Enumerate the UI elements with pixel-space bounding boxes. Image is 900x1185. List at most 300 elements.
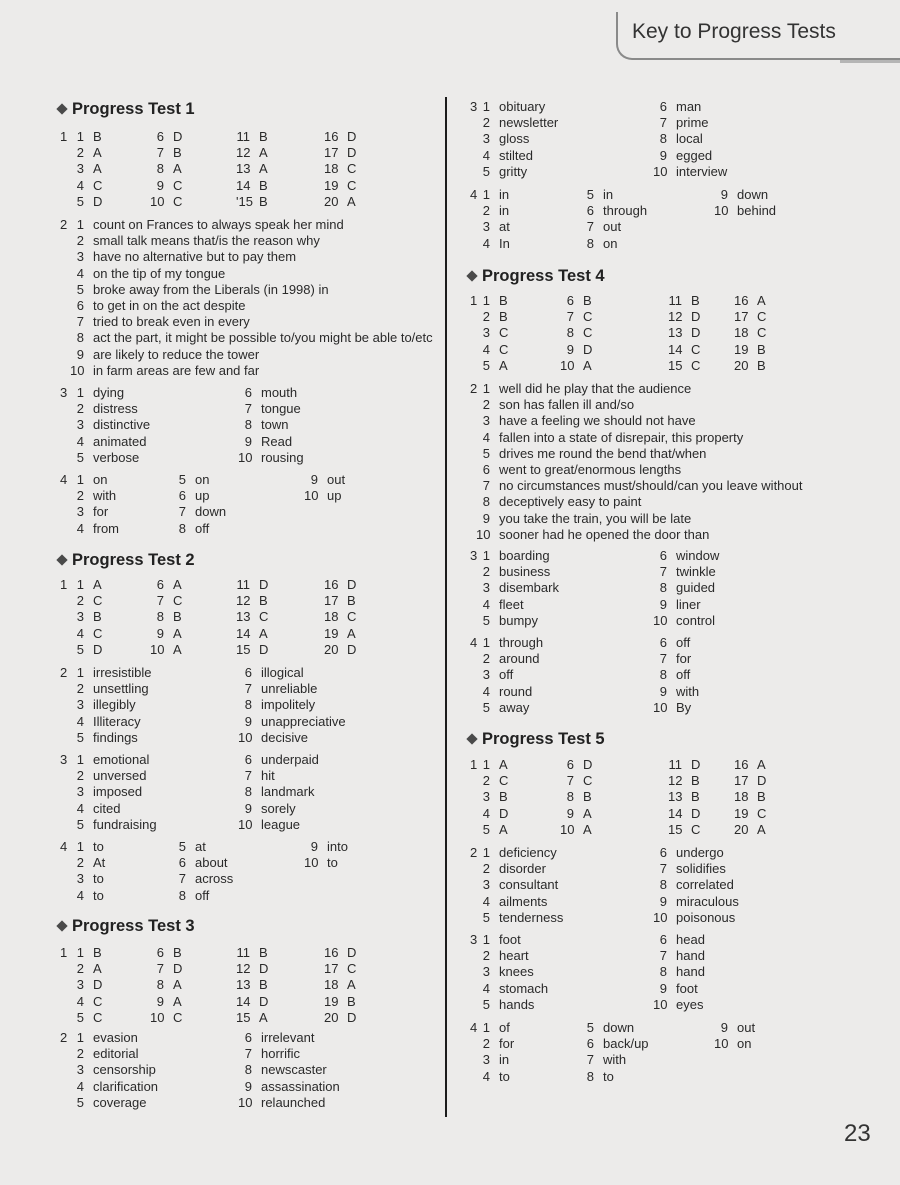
item-number: 2 xyxy=(76,1046,84,1062)
answer-item xyxy=(238,1046,300,1062)
item-number: 10 xyxy=(653,163,668,179)
question-number: 2 xyxy=(60,665,68,680)
answer-item xyxy=(238,434,292,450)
answer-item xyxy=(172,888,209,904)
question-number: 4 xyxy=(470,635,478,650)
item-number: 20 xyxy=(324,641,339,657)
answer-item xyxy=(172,839,206,855)
answer-item xyxy=(236,577,268,593)
answer-item xyxy=(70,363,259,379)
item-number: 10 xyxy=(653,612,668,628)
item-answer: D xyxy=(347,1009,357,1025)
item-answer: off xyxy=(676,667,691,683)
item-answer: down xyxy=(737,187,769,202)
item-answer: B xyxy=(499,293,508,308)
answer-item xyxy=(70,1095,146,1111)
item-answer: broke away from the Liberals (in 1998) in xyxy=(93,281,329,297)
item-number: 9 xyxy=(244,1078,252,1094)
answer-item xyxy=(70,577,102,593)
item-number: 2 xyxy=(76,401,84,417)
item-answer: tried to break even in every xyxy=(93,314,250,330)
item-number: 14 xyxy=(668,805,683,821)
question-number: 4 xyxy=(60,472,68,487)
item-number: 3 xyxy=(76,1062,84,1078)
diamond-bullet-icon xyxy=(56,554,67,565)
answer-item xyxy=(70,472,107,488)
answer-item xyxy=(580,236,617,252)
answer-item xyxy=(238,1030,314,1046)
answer-item xyxy=(580,219,621,235)
answer-item xyxy=(236,977,268,993)
item-answer: sooner had he opened the door than xyxy=(499,526,710,542)
item-number: 6 xyxy=(156,129,164,144)
item-answer: landmark xyxy=(261,784,315,800)
item-number: 4 xyxy=(482,341,490,357)
answer-item xyxy=(714,203,776,219)
answer-item xyxy=(238,450,304,466)
item-answer: correlated xyxy=(676,877,734,893)
answer-item xyxy=(70,752,149,768)
answer-item xyxy=(238,401,301,417)
item-answer: obituary xyxy=(499,99,546,114)
item-answer: C xyxy=(583,309,593,325)
item-number: 6 xyxy=(659,99,667,114)
question-number: 3 xyxy=(470,99,478,114)
item-answer: Illiteracy xyxy=(93,713,141,729)
item-answer: D xyxy=(757,773,767,789)
item-number: 1 xyxy=(76,665,84,680)
item-number: 3 xyxy=(76,417,84,433)
item-number: 18 xyxy=(324,161,339,177)
answer-item xyxy=(324,577,356,593)
answer-item xyxy=(70,961,102,977)
answer-item xyxy=(70,1030,138,1046)
question-number: 3 xyxy=(470,548,478,563)
item-answer: B xyxy=(691,789,700,805)
item-number: 13 xyxy=(668,789,683,805)
answer-item xyxy=(70,385,124,401)
item-answer: to xyxy=(499,1068,510,1084)
item-answer: censorship xyxy=(93,1062,156,1078)
item-number: 10 xyxy=(560,821,575,837)
test-title-text: Progress Test 2 xyxy=(72,551,195,569)
answer-item xyxy=(70,1062,156,1078)
answer-item xyxy=(238,752,319,768)
answer-item xyxy=(476,293,508,309)
item-number: 1 xyxy=(76,1030,84,1045)
item-answer: C xyxy=(347,177,357,193)
answer-item xyxy=(653,684,699,700)
answer-item xyxy=(476,1020,510,1036)
answer-item xyxy=(476,397,634,413)
item-answer: no circumstances must/should/can you leave without xyxy=(499,478,803,494)
item-answer: hit xyxy=(261,768,275,784)
item-number: 1 xyxy=(482,635,490,650)
item-answer: you take the train, you will be late xyxy=(499,510,692,526)
item-number: 15 xyxy=(236,641,251,657)
answer-item xyxy=(653,932,705,948)
answer-item xyxy=(70,161,102,177)
item-answer: C xyxy=(347,961,357,977)
answer-item xyxy=(653,99,701,115)
item-number: 19 xyxy=(734,805,749,821)
item-number: 7 xyxy=(178,871,186,887)
answer-item xyxy=(70,217,344,233)
item-answer: A xyxy=(347,977,356,993)
item-answer: B xyxy=(93,129,102,144)
answer-item xyxy=(70,994,102,1010)
item-answer: through xyxy=(603,203,648,219)
item-number: 5 xyxy=(482,445,490,461)
diamond-bullet-icon xyxy=(56,920,67,931)
item-number: 8 xyxy=(586,1068,594,1084)
answer-item xyxy=(238,768,275,784)
item-answer: emotional xyxy=(93,752,150,767)
answer-item xyxy=(734,358,766,374)
item-answer: off xyxy=(676,635,691,650)
item-number: 4 xyxy=(76,265,84,281)
item-number: 17 xyxy=(734,773,749,789)
test-title-text: Progress Test 3 xyxy=(72,917,195,935)
item-number: 7 xyxy=(156,961,164,977)
answer-item xyxy=(560,309,592,325)
answer-item xyxy=(150,593,182,609)
item-answer: A xyxy=(173,977,182,993)
answer-item xyxy=(70,697,136,713)
item-number: 8 xyxy=(566,325,574,341)
item-answer: editorial xyxy=(93,1046,139,1062)
answer-item xyxy=(476,932,521,948)
item-answer: D xyxy=(691,325,701,341)
item-answer: on xyxy=(603,235,618,251)
answer-item xyxy=(668,789,700,805)
item-answer: D xyxy=(691,805,701,821)
answer-item xyxy=(150,626,182,642)
item-answer: about xyxy=(195,855,228,871)
item-answer: head xyxy=(676,932,705,947)
item-number: 1 xyxy=(76,217,84,232)
answer-item xyxy=(580,1020,634,1036)
item-number: 6 xyxy=(482,462,490,477)
item-answer: to xyxy=(93,887,104,903)
item-number: 19 xyxy=(324,625,339,641)
item-answer: mouth xyxy=(261,385,298,400)
item-number: 2 xyxy=(482,773,490,789)
item-number: 17 xyxy=(324,961,339,977)
item-answer: C xyxy=(347,161,357,177)
answer-item xyxy=(653,613,715,629)
item-answer: tenderness xyxy=(499,909,564,925)
item-number: 9 xyxy=(156,625,164,641)
item-number: 17 xyxy=(324,593,339,609)
item-answer: out xyxy=(327,472,346,487)
answer-item xyxy=(560,342,592,358)
item-answer: A xyxy=(259,145,268,161)
item-answer: A xyxy=(757,821,766,837)
item-number: 2 xyxy=(482,115,490,131)
item-number: 10 xyxy=(70,362,85,378)
item-answer: to xyxy=(93,839,104,854)
answer-item xyxy=(172,488,209,504)
answer-item xyxy=(70,314,250,330)
item-answer: D xyxy=(259,641,269,657)
item-number: 10 xyxy=(560,357,575,373)
item-number: 7 xyxy=(659,651,667,667)
answer-item xyxy=(580,1052,626,1068)
item-answer: D xyxy=(347,945,357,960)
item-answer: B xyxy=(583,789,592,805)
item-answer: deceptively easy to paint xyxy=(499,494,642,510)
item-number: 4 xyxy=(482,980,490,996)
item-answer: in xyxy=(499,1052,510,1068)
item-number: 11 xyxy=(236,129,250,144)
answer-item xyxy=(476,115,558,131)
item-answer: league xyxy=(261,816,301,832)
item-number: 10 xyxy=(653,699,668,715)
item-number: 10 xyxy=(238,729,253,745)
item-answer: son has fallen ill and/so xyxy=(499,397,635,413)
item-number: 15 xyxy=(668,821,683,837)
test-title-text: Progress Test 1 xyxy=(72,100,195,118)
item-number: 3 xyxy=(76,609,84,625)
item-number: 1 xyxy=(76,472,84,487)
answer-item xyxy=(236,945,268,961)
answer-item xyxy=(653,164,727,180)
item-number: 18 xyxy=(324,977,339,993)
item-answer: up xyxy=(327,488,342,504)
item-answer: irrelevant xyxy=(261,1030,315,1045)
item-number: 3 xyxy=(76,161,84,177)
item-number: 6 xyxy=(659,548,667,563)
answer-item xyxy=(70,665,152,681)
item-answer: unreliable xyxy=(261,681,318,697)
answer-item xyxy=(560,325,592,341)
answer-item xyxy=(172,472,209,488)
item-answer: at xyxy=(499,219,510,235)
question-number: 1 xyxy=(470,293,478,308)
answer-item xyxy=(580,203,647,219)
answer-item xyxy=(70,266,225,282)
item-number: 1 xyxy=(482,187,490,202)
answer-item xyxy=(476,564,550,580)
answer-item xyxy=(324,642,356,658)
answer-item xyxy=(236,642,268,658)
item-answer: C xyxy=(93,593,103,609)
item-answer: C xyxy=(691,821,701,837)
answer-item xyxy=(70,434,146,450)
test-title xyxy=(466,729,605,749)
item-answer: coverage xyxy=(93,1094,147,1110)
item-answer: gritty xyxy=(499,163,528,179)
item-answer: through xyxy=(499,635,544,650)
item-number: 1 xyxy=(76,945,84,960)
answer-item xyxy=(70,194,102,210)
item-number: 3 xyxy=(482,667,490,683)
item-number: 16 xyxy=(324,945,339,960)
question-number: 3 xyxy=(60,752,68,767)
answer-item xyxy=(70,417,150,433)
item-answer: D xyxy=(691,757,701,772)
item-number: 5 xyxy=(482,821,490,837)
item-number: 5 xyxy=(76,641,84,657)
item-number: 5 xyxy=(482,909,490,925)
item-answer: D xyxy=(347,577,357,592)
answer-item xyxy=(70,839,104,855)
answer-item xyxy=(653,564,716,580)
item-number: 5 xyxy=(76,816,84,832)
answer-item xyxy=(476,667,513,683)
item-number: 14 xyxy=(236,177,251,193)
answer-item xyxy=(476,635,543,651)
item-answer: C xyxy=(173,1009,183,1025)
answer-item xyxy=(70,1046,139,1062)
answer-item xyxy=(653,861,726,877)
item-number: 10 xyxy=(304,855,319,871)
item-answer: at xyxy=(195,839,206,854)
answer-item xyxy=(150,945,182,961)
item-number: 7 xyxy=(482,478,490,494)
item-number: 5 xyxy=(178,472,186,487)
item-number: 8 xyxy=(178,887,186,903)
item-number: 4 xyxy=(76,993,84,1009)
item-number: 9 xyxy=(659,980,667,996)
item-number: 4 xyxy=(482,805,490,821)
item-number: 6 xyxy=(566,293,574,308)
item-number: 9 xyxy=(310,472,318,487)
item-answer: In xyxy=(499,235,510,251)
item-number: 3 xyxy=(482,131,490,147)
item-answer: miraculous xyxy=(676,893,739,909)
item-answer: count on Frances to always speak her mind xyxy=(93,217,344,232)
item-answer: distress xyxy=(93,401,138,417)
item-number: 8 xyxy=(659,964,667,980)
item-answer: C xyxy=(583,325,593,341)
item-number: 6 xyxy=(244,1030,252,1045)
item-answer: off xyxy=(195,520,210,536)
item-answer: C xyxy=(757,325,767,341)
answer-item xyxy=(653,948,705,964)
answer-item xyxy=(653,910,735,926)
item-answer: C xyxy=(173,593,183,609)
item-answer: C xyxy=(93,625,103,641)
item-answer: C xyxy=(259,609,269,625)
item-answer: away xyxy=(499,699,530,715)
answer-item xyxy=(150,577,182,593)
answer-item xyxy=(70,488,116,504)
answer-item xyxy=(476,148,533,164)
item-number: 6 xyxy=(76,298,84,313)
item-number: 2 xyxy=(76,961,84,977)
item-answer: down xyxy=(195,504,227,520)
answer-item xyxy=(734,342,766,358)
item-number: 4 xyxy=(76,520,84,536)
item-number: 10 xyxy=(653,909,668,925)
answer-item xyxy=(668,773,700,789)
answer-item xyxy=(580,187,613,203)
item-answer: D xyxy=(691,309,701,325)
question-number: 2 xyxy=(470,845,478,860)
item-answer: evasion xyxy=(93,1030,138,1045)
item-answer: A xyxy=(347,193,356,209)
answer-item xyxy=(238,1095,325,1111)
item-answer: animated xyxy=(93,433,147,449)
item-number: 8 xyxy=(156,609,164,625)
answer-item xyxy=(560,822,592,838)
item-number: 2 xyxy=(482,651,490,667)
item-number: 8 xyxy=(482,494,490,510)
item-number: 1 xyxy=(482,1020,490,1035)
answer-item xyxy=(476,877,558,893)
item-answer: D xyxy=(347,145,357,161)
answer-item xyxy=(236,994,268,1010)
diamond-bullet-icon xyxy=(466,270,477,281)
answer-item xyxy=(324,1010,356,1026)
page-header-title: Key to Progress Tests xyxy=(632,20,836,43)
item-answer: C xyxy=(691,341,701,357)
answer-item xyxy=(70,1010,102,1026)
item-answer: By xyxy=(676,699,692,715)
item-answer: have a feeling we should not have xyxy=(499,413,696,429)
item-number: 7 xyxy=(156,145,164,161)
item-answer: A xyxy=(499,757,508,772)
item-answer: C xyxy=(499,341,509,357)
question-number: 1 xyxy=(60,129,68,144)
item-number: 12 xyxy=(668,773,683,789)
item-answer: well did he play that the audience xyxy=(499,381,692,396)
answer-item xyxy=(70,401,138,417)
item-answer: C xyxy=(583,773,593,789)
item-answer: newscaster xyxy=(261,1062,327,1078)
item-answer: rousing xyxy=(261,449,304,465)
item-number: 10 xyxy=(238,449,253,465)
item-answer: B xyxy=(259,193,268,209)
question-number: 4 xyxy=(60,839,68,854)
item-answer: B xyxy=(173,145,182,161)
answer-item xyxy=(476,597,524,613)
item-answer: to xyxy=(327,855,338,871)
item-number: 9 xyxy=(659,596,667,612)
item-answer: illogical xyxy=(261,665,304,680)
item-number: 6 xyxy=(178,488,186,504)
item-number: 5 xyxy=(76,449,84,465)
answer-item xyxy=(238,1062,327,1078)
item-answer: D xyxy=(93,193,103,209)
answer-item xyxy=(70,784,142,800)
item-number: 1 xyxy=(482,845,490,860)
item-number: 3 xyxy=(482,325,490,341)
answer-item xyxy=(714,1036,751,1052)
item-answer: off xyxy=(499,667,514,683)
answer-item xyxy=(238,681,317,697)
answer-item xyxy=(734,309,766,325)
answer-item xyxy=(150,961,182,977)
answer-item xyxy=(236,609,268,625)
item-answer: C xyxy=(93,177,103,193)
item-answer: unversed xyxy=(93,768,147,784)
answer-item xyxy=(580,1036,649,1052)
answer-item xyxy=(476,1052,509,1068)
answer-item xyxy=(560,358,592,374)
item-answer: B xyxy=(757,357,766,373)
item-answer: D xyxy=(499,805,509,821)
answer-item xyxy=(476,548,550,564)
item-number: 8 xyxy=(156,161,164,177)
item-number: 13 xyxy=(236,161,251,177)
answer-item xyxy=(734,293,766,309)
answer-item xyxy=(70,642,102,658)
item-answer: B xyxy=(259,977,268,993)
answer-item xyxy=(476,789,508,805)
